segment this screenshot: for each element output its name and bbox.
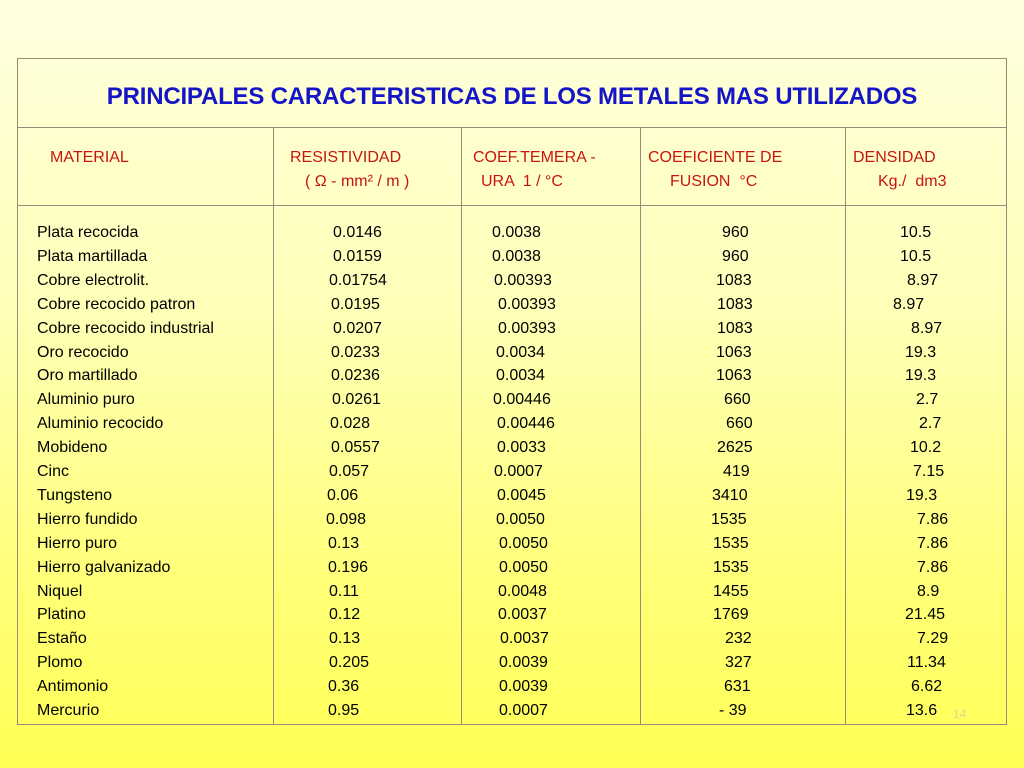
cell-material: Plata martillada bbox=[37, 247, 148, 265]
cell-fusion: 960 bbox=[722, 247, 749, 265]
cell-densidad: 8.9 bbox=[917, 582, 940, 600]
cell-coef-temperatura: 0.0037 bbox=[500, 630, 549, 648]
cell-material: Platino bbox=[37, 606, 86, 624]
cell-fusion: - 39 bbox=[719, 702, 747, 719]
cell-coef-temperatura: 0.0034 bbox=[496, 343, 545, 361]
cell-coef-temperatura: 0.0045 bbox=[497, 486, 546, 504]
cell-densidad: 10.2 bbox=[910, 439, 942, 457]
column-divider bbox=[461, 127, 462, 725]
cell-densidad: 13.6 bbox=[906, 702, 938, 719]
cell-coef-temperatura: 0.0050 bbox=[496, 510, 545, 528]
column-divider bbox=[640, 127, 641, 725]
cell-material: Hierro puro bbox=[37, 534, 118, 552]
cell-coef-temperatura: 0.0037 bbox=[498, 606, 547, 624]
cell-densidad: 7.29 bbox=[917, 630, 949, 648]
cell-resistividad: 0.0207 bbox=[333, 319, 382, 337]
cell-densidad: 8.97 bbox=[911, 319, 943, 337]
cell-resistividad: 0.196 bbox=[328, 558, 369, 576]
cell-material: Cobre recocido patron bbox=[37, 295, 196, 313]
cell-fusion: 1063 bbox=[716, 343, 752, 361]
cell-coef-temperatura: 0.0033 bbox=[497, 439, 546, 457]
cell-resistividad: 0.13 bbox=[329, 630, 361, 648]
cell-fusion: 1063 bbox=[716, 367, 752, 385]
cell-resistividad: 0.01754 bbox=[329, 271, 387, 289]
cell-fusion: 1535 bbox=[713, 558, 749, 576]
cell-coef-temperatura: 0.0007 bbox=[494, 463, 543, 480]
cell-densidad: 10.5 bbox=[900, 224, 932, 241]
cell-material: Antimonio bbox=[37, 678, 109, 696]
cell-densidad: 7.86 bbox=[917, 510, 949, 528]
cell-densidad: 6.62 bbox=[911, 678, 943, 696]
cell-resistividad: 0.0557 bbox=[331, 439, 380, 457]
cell-fusion: 1535 bbox=[711, 510, 747, 528]
cell-resistividad: 0.0261 bbox=[332, 391, 381, 409]
cell-densidad: 7.86 bbox=[917, 558, 949, 576]
cell-coef-temperatura: 0.00393 bbox=[494, 271, 552, 289]
cell-densidad: 19.3 bbox=[905, 343, 937, 361]
cell-material: Tungsteno bbox=[37, 486, 113, 504]
header-resistividad-line2: ( Ω - mm² / m ) bbox=[305, 173, 410, 190]
cell-densidad: 8.97 bbox=[893, 295, 925, 313]
title-divider bbox=[17, 127, 1007, 128]
cell-coef-temperatura: 0.0039 bbox=[499, 654, 548, 672]
cell-material: Oro martillado bbox=[37, 367, 138, 385]
cell-fusion: 327 bbox=[725, 654, 752, 672]
cell-coef-temperatura: 0.0038 bbox=[492, 247, 541, 265]
cell-resistividad: 0.36 bbox=[328, 678, 360, 696]
cell-coef-temperatura: 0.0039 bbox=[499, 678, 548, 696]
cell-densidad: 21.45 bbox=[905, 606, 946, 624]
header-densidad: DENSIDAD bbox=[853, 149, 936, 166]
cell-fusion: 960 bbox=[722, 224, 749, 241]
cell-coef-temperatura: 0.0034 bbox=[496, 367, 545, 385]
cell-fusion: 1083 bbox=[717, 295, 753, 313]
cell-resistividad: 0.205 bbox=[329, 654, 370, 672]
page-number: 14 bbox=[953, 707, 967, 721]
header-divider bbox=[17, 205, 1007, 206]
cell-material: Estaño bbox=[37, 630, 87, 648]
cell-coef-temperatura: 0.0050 bbox=[499, 558, 548, 576]
cell-coef-temperatura: 0.0038 bbox=[492, 224, 541, 241]
cell-material: Plata recocida bbox=[37, 224, 139, 241]
cell-fusion: 1083 bbox=[717, 319, 753, 337]
cell-densidad: 2.7 bbox=[916, 391, 939, 409]
cell-material: Aluminio puro bbox=[37, 391, 135, 409]
header-coef-temperatura-line2: URA 1 / °C bbox=[481, 173, 563, 190]
cell-resistividad: 0.11 bbox=[329, 582, 359, 600]
cell-coef-temperatura: 0.00446 bbox=[493, 391, 551, 409]
cell-fusion: 419 bbox=[723, 463, 750, 480]
cell-fusion: 3410 bbox=[712, 486, 748, 504]
cell-coef-temperatura: 0.0050 bbox=[499, 534, 548, 552]
cell-densidad: 19.3 bbox=[906, 486, 938, 504]
cell-densidad: 19.3 bbox=[905, 367, 937, 385]
cell-resistividad: 0.057 bbox=[329, 463, 370, 480]
cell-coef-temperatura: 0.00446 bbox=[497, 415, 555, 433]
page-title: PRINCIPALES CARACTERISTICAS DE LOS METALES MAS UTILIZADOS bbox=[106, 83, 918, 110]
cell-material: Hierro fundido bbox=[37, 510, 138, 528]
cell-material: Plomo bbox=[37, 654, 83, 672]
cell-material: Aluminio recocido bbox=[37, 415, 164, 433]
cell-material: Cobre electrolit. bbox=[37, 271, 150, 289]
cell-resistividad: 0.0146 bbox=[333, 224, 382, 241]
cell-resistividad: 0.0236 bbox=[331, 367, 380, 385]
cell-resistividad: 0.0195 bbox=[331, 295, 380, 313]
cell-resistividad: 0.028 bbox=[330, 415, 371, 433]
cell-fusion: 2625 bbox=[717, 439, 753, 457]
header-densidad-line2: Kg./ dm3 bbox=[878, 173, 947, 190]
header-resistividad: RESISTIVIDAD bbox=[290, 149, 402, 166]
header-coeficiente-fusion-line2: FUSION °C bbox=[670, 173, 758, 190]
cell-material: Hierro galvanizado bbox=[37, 558, 171, 576]
cell-fusion: 1769 bbox=[713, 606, 749, 624]
cell-resistividad: 0.13 bbox=[328, 534, 360, 552]
cell-resistividad: 0.12 bbox=[329, 606, 361, 624]
cell-material: Cobre recocido industrial bbox=[37, 319, 214, 337]
cell-coef-temperatura: 0.00393 bbox=[498, 319, 556, 337]
cell-coef-temperatura: 0.0007 bbox=[499, 702, 548, 719]
cell-fusion: 1083 bbox=[716, 271, 752, 289]
cell-material: Mercurio bbox=[37, 702, 100, 719]
header-material: MATERIAL bbox=[50, 149, 129, 166]
cell-densidad: 7.15 bbox=[913, 463, 945, 480]
cell-material: Oro recocido bbox=[37, 343, 129, 361]
cell-resistividad: 0.06 bbox=[327, 486, 359, 504]
cell-material: Mobideno bbox=[37, 439, 108, 457]
cell-densidad: 7.86 bbox=[917, 534, 949, 552]
column-divider bbox=[845, 127, 846, 725]
cell-fusion: 660 bbox=[724, 391, 751, 409]
cell-material: Niquel bbox=[37, 582, 83, 600]
cell-fusion: 1535 bbox=[713, 534, 749, 552]
header-coeficiente-fusion: COEFICIENTE DE bbox=[648, 149, 783, 166]
cell-resistividad: 0.0233 bbox=[331, 343, 380, 361]
cell-resistividad: 0.098 bbox=[326, 510, 367, 528]
cell-densidad: 10.5 bbox=[900, 247, 932, 265]
cell-resistividad: 0.95 bbox=[328, 702, 360, 719]
cell-densidad: 8.97 bbox=[907, 271, 939, 289]
column-divider bbox=[273, 127, 274, 725]
cell-coef-temperatura: 0.0048 bbox=[498, 582, 547, 600]
cell-densidad: 11.34 bbox=[907, 654, 946, 672]
cell-resistividad: 0.0159 bbox=[333, 247, 382, 265]
cell-fusion: 232 bbox=[725, 630, 752, 648]
cell-densidad: 2.7 bbox=[919, 415, 942, 433]
cell-material: Cinc bbox=[37, 463, 70, 480]
header-coef-temperatura: COEF.TEMERA - bbox=[473, 149, 596, 166]
cell-fusion: 1455 bbox=[713, 582, 749, 600]
cell-coef-temperatura: 0.00393 bbox=[498, 295, 556, 313]
cell-fusion: 660 bbox=[726, 415, 753, 433]
cell-fusion: 631 bbox=[724, 678, 751, 696]
